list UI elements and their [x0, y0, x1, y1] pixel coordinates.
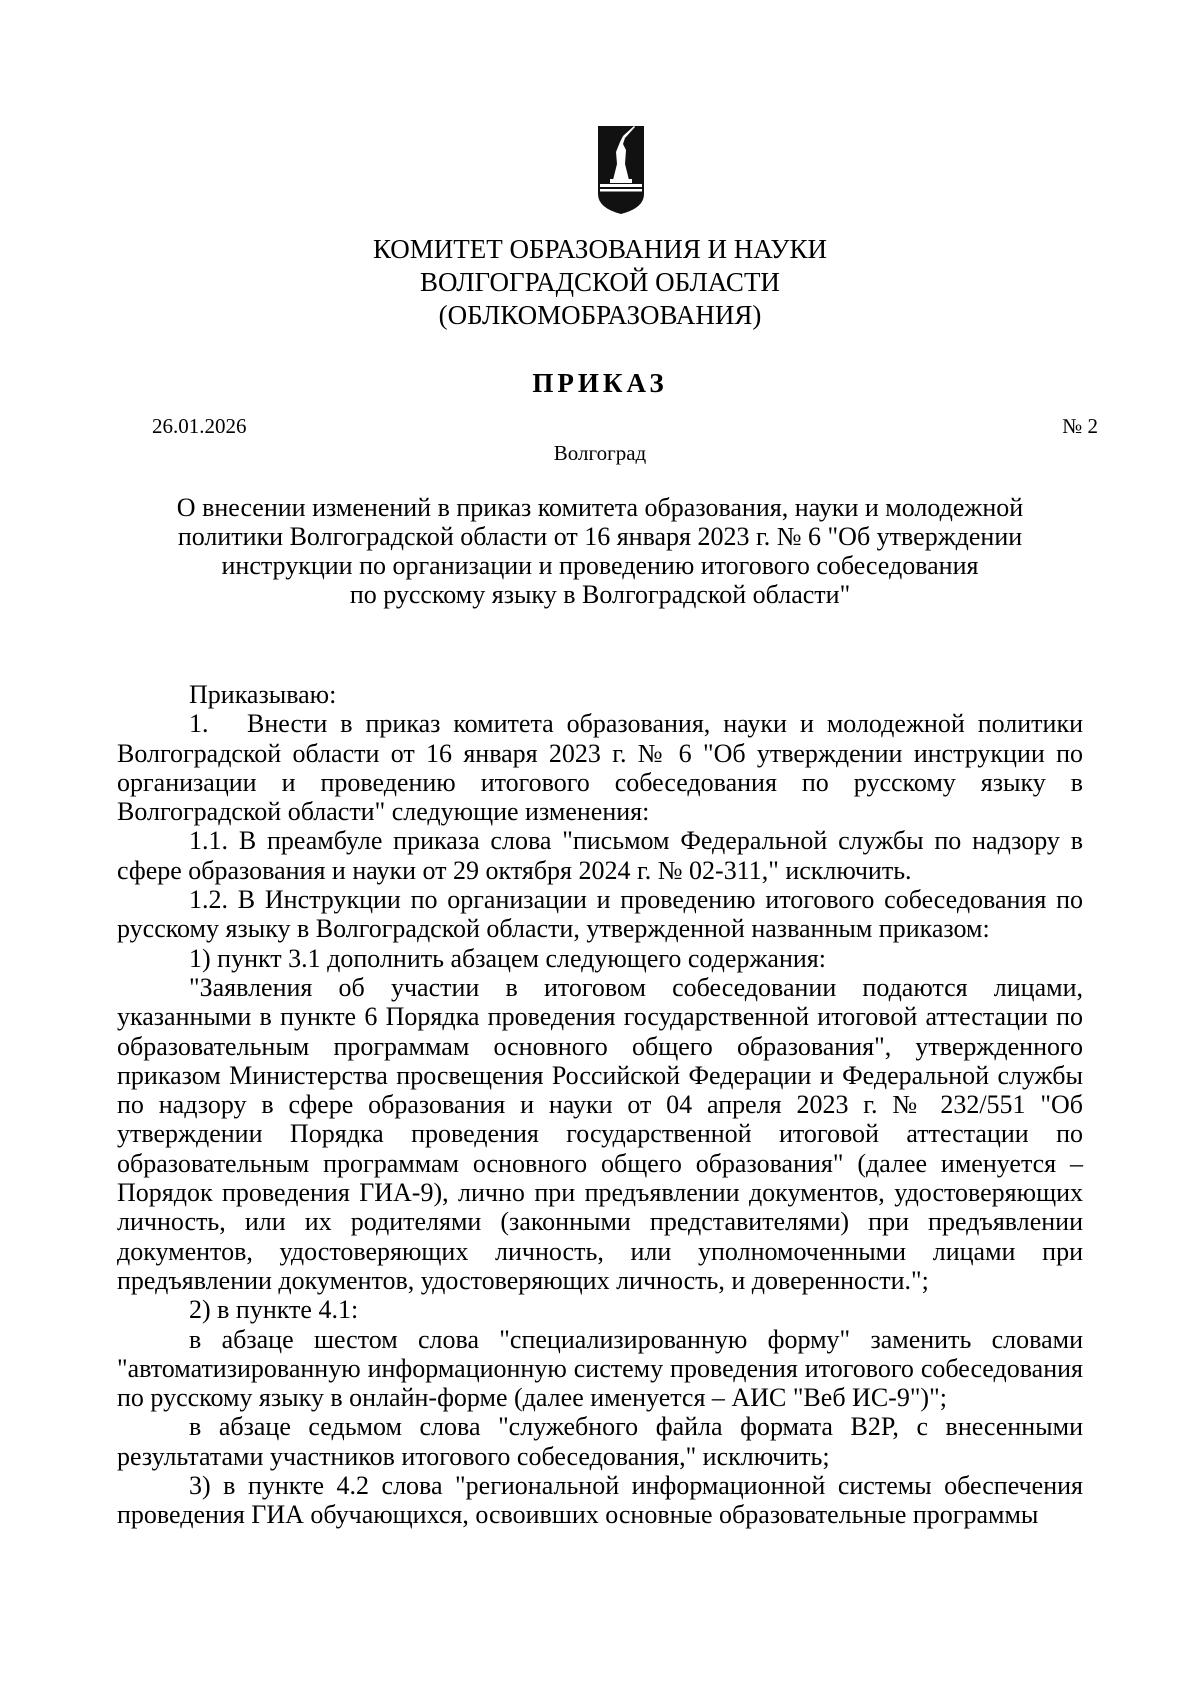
paragraph-1-1: 1.1. В преамбуле приказа слова "письмом Федеральной службы по надзору в сфере образования и науки от 29 октября 2024 г. № 02-311," исключить. [117, 826, 1083, 885]
organization-name [0, 233, 1200, 332]
subject-line-1: О внесении изменений в приказ комитета образования, науки и молодежной [176, 493, 1024, 522]
subject-line-2: политики Волгоградской области от 16 января 2023 г. № 6 "Об утверждении [177, 522, 1023, 551]
document-body [117, 680, 1083, 1530]
subitem-2: 2) в пункте 4.1: [189, 1295, 359, 1325]
document-type: ПРИКАЗ [532, 368, 668, 398]
paragraph-1-text: Внести в приказ комитета образования, науки и молодежной политики Волгоградской области от 16 января 2023 г. № 6 "Об утверждении инструкции по организации и проведению итогового собеседования по русскому языку в Волгоградской области" следующие изменения: [117, 709, 1083, 827]
document-subject [110, 493, 1090, 609]
subitem-2-b: в абзаце седьмом слова "служебного файла формата B2P, с внесенными результатами участников итогового собеседования," исключить; [117, 1412, 1083, 1471]
coat-of-arms-icon [596, 124, 646, 216]
subject-line-3: инструкции по организации и проведению итогового собеседования [221, 551, 979, 580]
paragraph-1 [117, 709, 1083, 826]
order-word: Приказываю: [189, 680, 337, 709]
subitem-1-quote: "Заявления об участии в итоговом собеседовании подаются лицами, указанными в пункте 6 Порядка проведения государственной итоговой аттестации по образовательным программам основного общего образования", утвержденного приказом Министерства просвещения Российской Федерации и Федеральной службы по надзору в сфере образования и науки от 04 апреля 2023 г. № 232/551 "Об утверждении Порядка проведения государственной итоговой аттестации по образовательным программам основного общего образования" (далее именуется – Порядок проведения ГИА-9), лично при предъявлении документов, удостоверяющих личность, или их родителями (законными представителями) при предъявлении документов, удостоверяющих личность, или уполномоченными лицами при предъявлении документов, удостоверяющих личность, и доверенности."; [117, 972, 1083, 1295]
document-number: № 2 [1062, 414, 1098, 438]
subitem-1: 1) пункт 3.1 дополнить абзацем следующего содержания: [189, 943, 826, 973]
subitem-3: 3) в пункте 4.2 слова "региональной информационной системы обеспечения проведения ГИА обучающихся, освоивших основные образовательные программы [117, 1471, 1083, 1530]
subitem-2-a: в абзаце шестом слова "специализированную форму" заменить словами "автоматизированную информационную систему проведения итогового собеседования по русскому языку в онлайн-форме (далее именуется – АИС "Веб ИС-9")"; [117, 1324, 1083, 1413]
document-city: Волгоград [553, 441, 647, 465]
document-date: 26.01.2026 [152, 414, 247, 438]
subject-line-4: по русскому языку в Волгоградской области" [349, 580, 851, 609]
org-line-2: ВОЛГОГРАДСКОЙ ОБЛАСТИ [420, 267, 780, 297]
paragraph-1-2: 1.2. В Инструкции по организации и проведению итогового собеседования по русскому языку в Волгоградской области, утвержденной названным приказом: [117, 885, 1083, 944]
org-line-1: КОМИТЕТ ОБРАЗОВАНИЯ И НАУКИ [372, 234, 828, 264]
paragraph-1-number: 1. [189, 709, 209, 739]
org-line-3: (ОБЛКОМОБРАЗОВАНИЯ) [438, 300, 762, 330]
